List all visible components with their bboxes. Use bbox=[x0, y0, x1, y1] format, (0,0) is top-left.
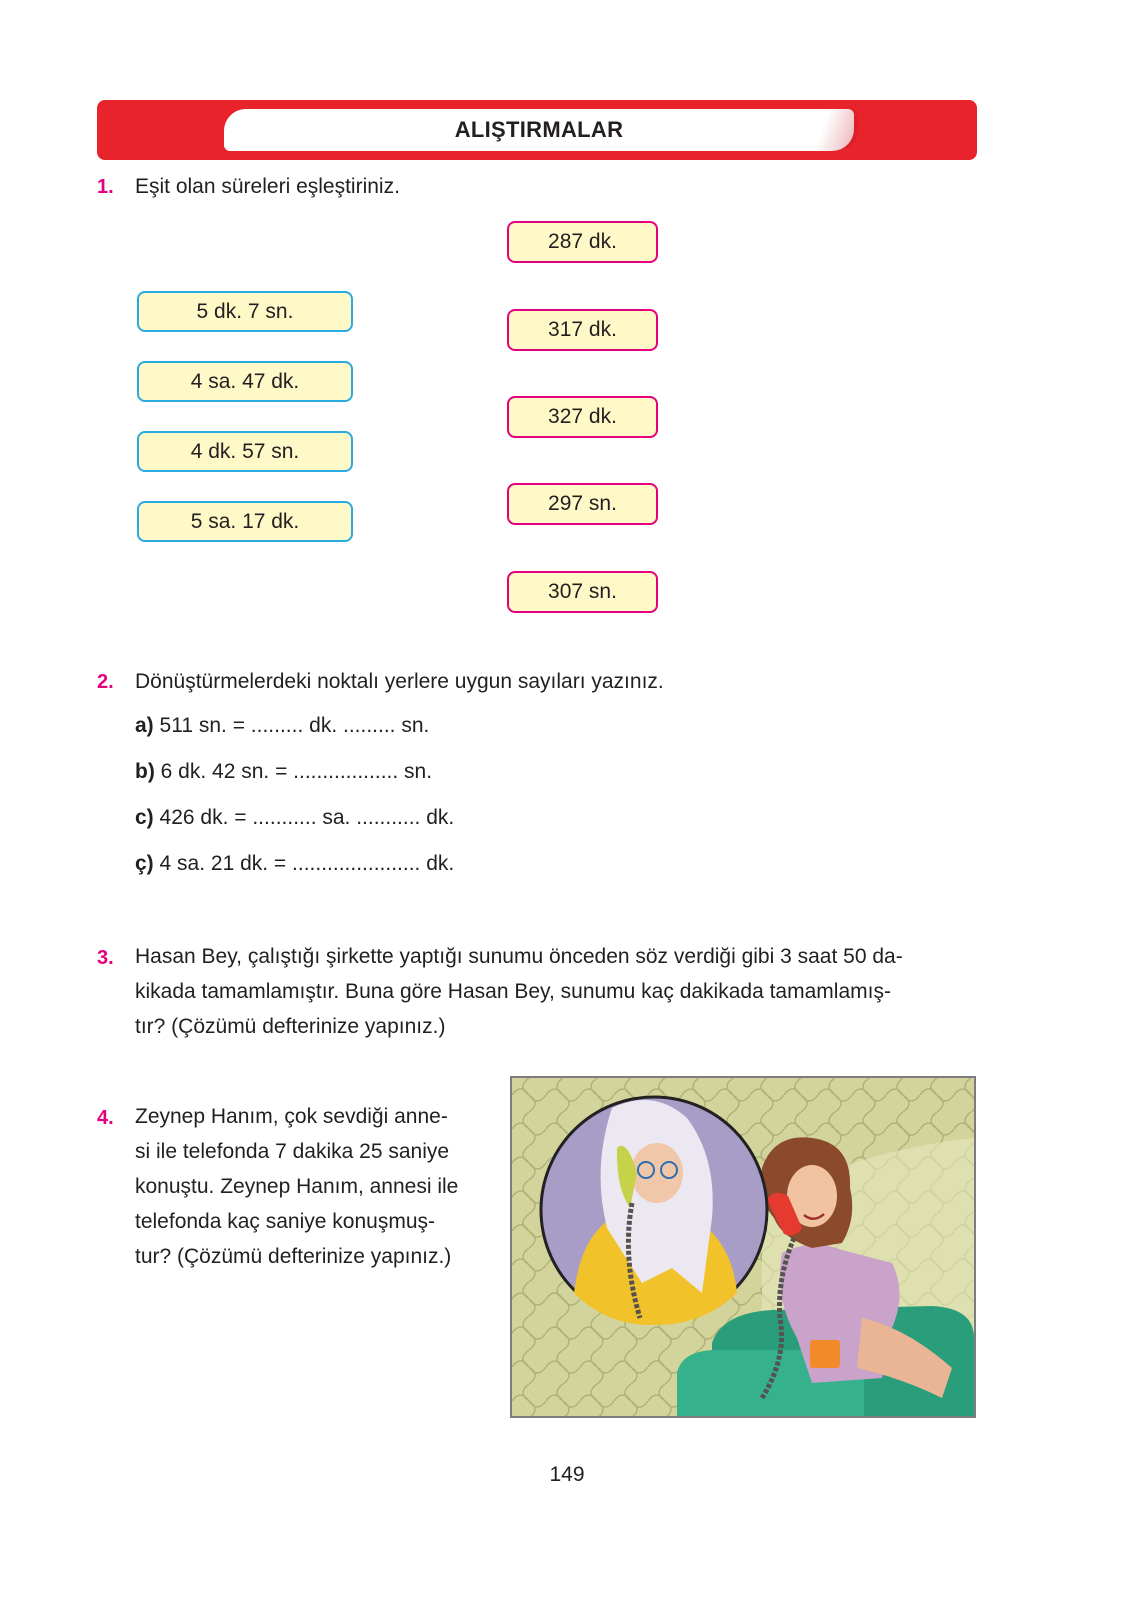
conversion-text: 511 sn. = ......... dk. ......... sn. bbox=[159, 714, 430, 737]
conversion-item-a bbox=[135, 714, 429, 738]
conversion-text: 4 sa. 21 dk. = ...................... dk. bbox=[159, 852, 455, 875]
question-3-line: Hasan Bey, çalıştığı şirkette yaptığı sunumu önceden söz verdiği gibi 3 saat 50 da- bbox=[135, 945, 903, 968]
match-right-item-2[interactable]: 317 dk. bbox=[507, 309, 658, 351]
question-3-text bbox=[135, 939, 976, 1044]
match-right-item-1[interactable]: 287 dk. bbox=[507, 221, 658, 263]
banner-tab-shadow bbox=[800, 109, 858, 151]
question-4-line: si ile telefonda 7 dakika 25 saniye bbox=[135, 1140, 450, 1163]
question-1-text: Eşit olan süreleri eşleştiriniz. bbox=[135, 175, 400, 198]
question-4-number: 4. bbox=[97, 1107, 114, 1129]
page-title: ALIŞTIRMALAR bbox=[224, 109, 854, 151]
question-3-line: kikada tamamlamıştır. Buna göre Hasan Bey, sunumu kaç dakikada tamamlamış- bbox=[135, 980, 891, 1003]
question-1-number: 1. bbox=[97, 176, 114, 198]
conversion-text: 426 dk. = ........... sa. ........... dk. bbox=[159, 806, 455, 829]
question-4-text bbox=[135, 1099, 491, 1274]
question-4-line: konuştu. Zeynep Hanım, annesi ile bbox=[135, 1175, 459, 1198]
match-right-item-3[interactable]: 327 dk. bbox=[507, 396, 658, 438]
match-right-item-5[interactable]: 307 sn. bbox=[507, 571, 658, 613]
match-left-item-2[interactable]: 4 sa. 47 dk. bbox=[137, 361, 353, 402]
illustration-phone-call bbox=[510, 1076, 976, 1418]
match-right-item-4[interactable]: 297 sn. bbox=[507, 483, 658, 525]
conversion-label: c) bbox=[135, 806, 154, 829]
match-left-item-3[interactable]: 4 dk. 57 sn. bbox=[137, 431, 353, 472]
conversion-label: b) bbox=[135, 760, 155, 783]
conversion-item-b bbox=[135, 760, 432, 784]
conversion-item-c-cedilla bbox=[135, 852, 454, 876]
illustration-svg bbox=[512, 1078, 974, 1416]
question-2-text: Dönüştürmelerdeki noktalı yerlere uygun sayıları yazınız. bbox=[135, 670, 664, 693]
match-left-item-4[interactable]: 5 sa. 17 dk. bbox=[137, 501, 353, 542]
conversion-item-c bbox=[135, 806, 454, 830]
question-3-line: tır? (Çözümü defterinize yapınız.) bbox=[135, 1015, 446, 1038]
question-4-line: Zeynep Hanım, çok sevdiği anne- bbox=[135, 1105, 448, 1128]
question-2-number: 2. bbox=[97, 671, 114, 693]
page-number: 149 bbox=[549, 1463, 585, 1486]
conversion-text: 6 dk. 42 sn. = .................. sn. bbox=[160, 760, 433, 783]
match-left-item-1[interactable]: 5 dk. 7 sn. bbox=[137, 291, 353, 332]
question-4-line: tur? (Çözümü defterinize yapınız.) bbox=[135, 1245, 452, 1268]
conversion-label: a) bbox=[135, 714, 154, 737]
conversion-label: ç) bbox=[135, 852, 154, 875]
question-3-number: 3. bbox=[97, 947, 114, 969]
question-4-line: telefonda kaç saniye konuşmuş- bbox=[135, 1210, 435, 1233]
